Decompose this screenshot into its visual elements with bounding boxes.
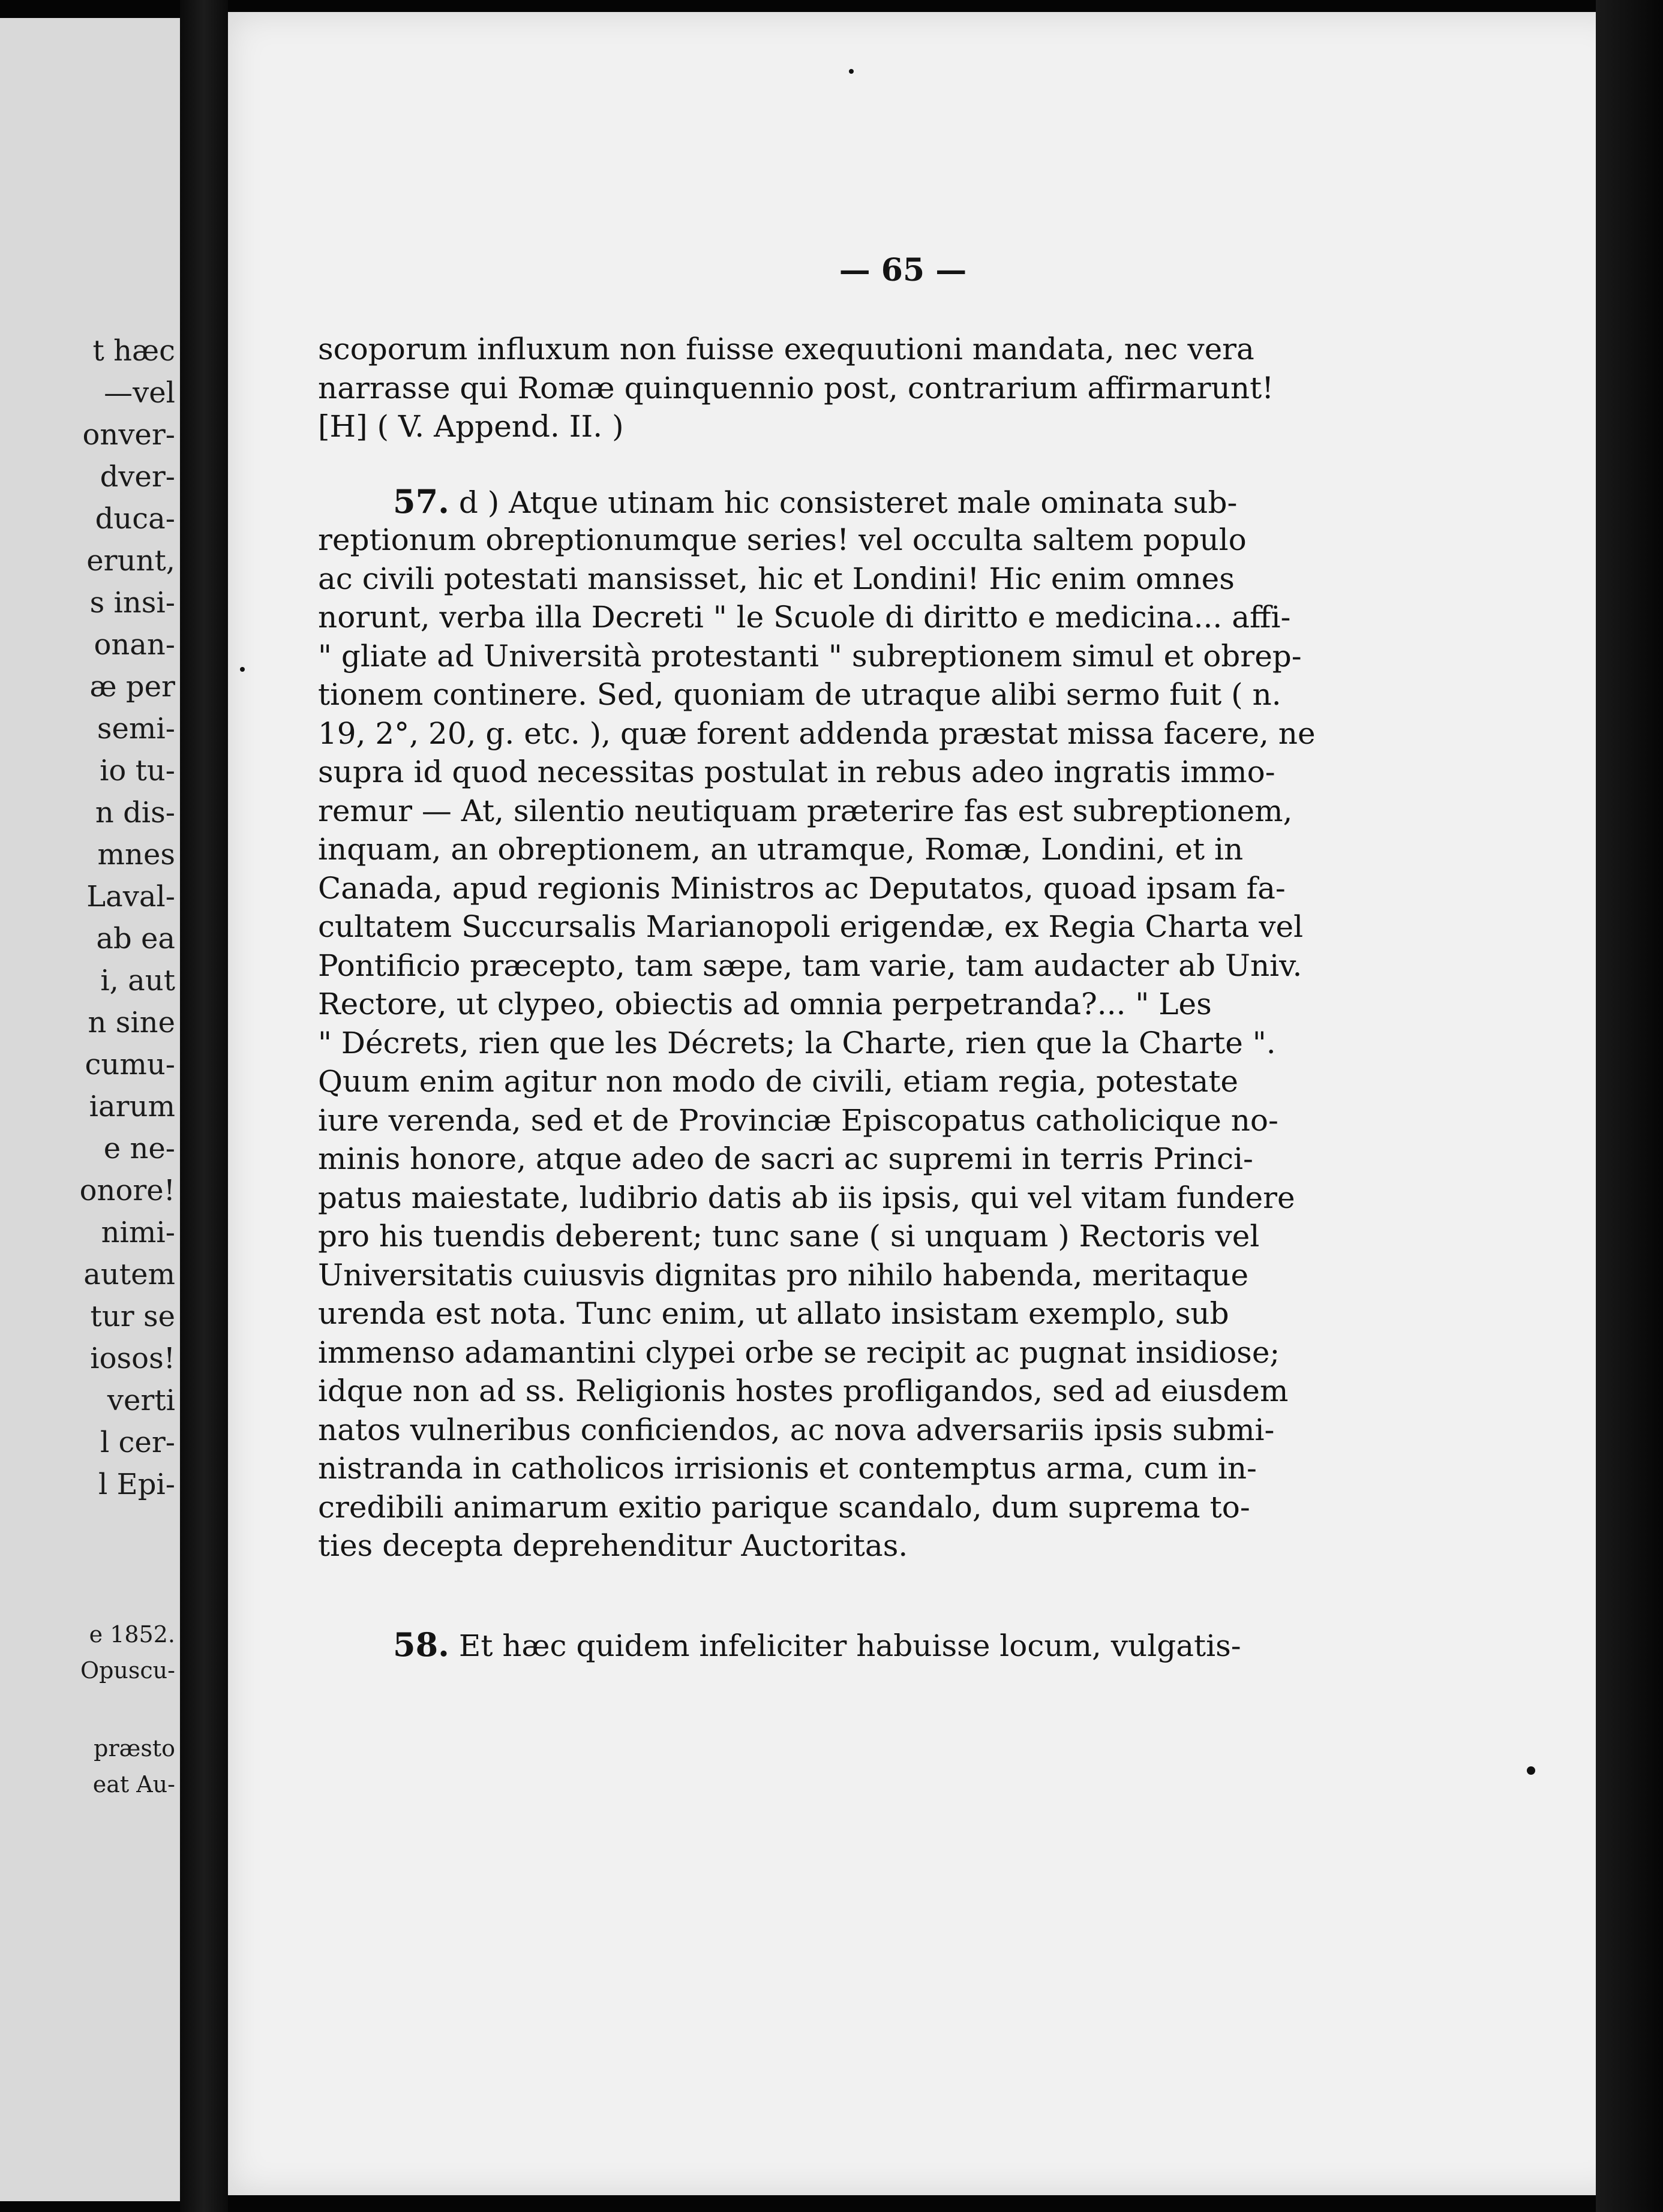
text-line: [H] ( V. Append. II. )	[318, 409, 624, 444]
text-line: Canada, apud regionis Ministros ac Deputatos, quoad ipsam fa-	[318, 870, 1286, 906]
facing-line: —vel	[104, 376, 175, 410]
text-line: urenda est nota. Tunc enim, ut allato insistam exemplo, sub	[318, 1296, 1229, 1331]
page	[228, 12, 1626, 2195]
facing-line: semi-	[97, 712, 175, 746]
text-line: patus maiestate, ludibrio datis ab iis ipsis, qui vel vitam fundere	[318, 1180, 1295, 1215]
facing-note-line: Opuscu-	[80, 1657, 175, 1684]
facing-line: onore!	[79, 1174, 175, 1207]
page-number: — 65 —	[839, 252, 967, 288]
page-edge-shadow	[1596, 0, 1663, 2212]
text-line: nistranda in catholicos irrisionis et contemptus arma, cum in-	[318, 1451, 1257, 1486]
text-line: " Décrets, rien que les Décrets; la Charte, rien que la Charte ".	[318, 1025, 1276, 1060]
text-line: minis honore, atque adeo de sacri ac supremi in terris Princi-	[318, 1141, 1253, 1176]
facing-line: autem	[83, 1258, 175, 1291]
facing-line: æ per	[89, 670, 175, 704]
facing-line: iosos!	[90, 1342, 175, 1375]
text-line: cultatem Succursalis Marianopoli erigendæ, ex Regia Charta vel	[318, 909, 1304, 944]
facing-line: cumu-	[85, 1048, 175, 1081]
text-line: natos vulneribus conficiendos, ac nova adversariis ipsis submi-	[318, 1412, 1275, 1447]
facing-note-line: eat Au-	[92, 1771, 175, 1798]
facing-line: iarum	[89, 1090, 175, 1123]
text-line: ac civili potestati mansisset, hic et Londini! Hic enim omnes	[318, 561, 1235, 596]
facing-line: l Epi-	[98, 1468, 175, 1501]
text-line: 19, 2°, 20, g. etc. ), quæ forent addenda præstat missa facere, ne	[318, 716, 1316, 751]
facing-line: s insi-	[89, 586, 175, 620]
facing-line: nimi-	[101, 1216, 175, 1249]
facing-line: onver-	[82, 418, 175, 452]
text-line: supra id quod necessitas postulat in rebus adeo ingratis immo-	[318, 755, 1275, 789]
text-line: norunt, verba illa Decreti " le Scuole di diritto e medicina... affi-	[318, 600, 1291, 635]
scan-speck	[849, 69, 854, 74]
facing-line: onan-	[94, 628, 175, 662]
text-line: inquam, an obreptionem, an utramque, Romæ, Londini, et in	[318, 832, 1244, 867]
facing-line: tur se	[90, 1300, 175, 1333]
facing-line: n dis-	[95, 796, 175, 830]
facing-line: l cer-	[100, 1426, 175, 1459]
scan-speck	[1527, 1766, 1535, 1775]
text-line: Quum enim agitur non modo de civili, etiam regia, potestate	[318, 1064, 1239, 1099]
text-line: " gliate ad Università protestanti " subreptionem simul et obrep-	[318, 638, 1302, 674]
text-line: ties decepta deprehenditur Auctoritas.	[318, 1528, 908, 1563]
scan-speck	[240, 667, 245, 672]
paragraph-number: 58.	[393, 1625, 449, 1664]
book-gutter	[180, 0, 228, 2212]
text-line: immenso adamantini clypei orbe se recipit ac pugnat insidiose;	[318, 1335, 1280, 1370]
text-line: Pontificio præcepto, tam sæpe, tam varie, tam audacter ab Univ.	[318, 948, 1302, 983]
text-line: idque non ad ss. Religionis hostes profligandos, sed ad eiusdem	[318, 1374, 1289, 1408]
text-line: credibili animarum exitio parique scandalo, dum suprema to-	[318, 1489, 1250, 1525]
facing-line: e ne-	[103, 1132, 175, 1165]
text-line: Rectore, ut clypeo, obiectis ad omnia perpetranda?... " Les	[318, 987, 1212, 1021]
text-line: Et hæc quidem infeliciter habuisse locum, vulgatis-	[458, 1628, 1241, 1663]
page-body	[318, 330, 1316, 1664]
facing-line: Laval-	[86, 880, 175, 913]
facing-line: dver-	[100, 460, 175, 494]
facing-line: mnes	[97, 838, 175, 871]
facing-line: n sine	[88, 1006, 175, 1039]
facing-line: t hæc	[92, 334, 175, 368]
text-line: scoporum influxum non fuisse exequutioni mandata, nec vera	[318, 332, 1254, 366]
text-line: iure verenda, sed et de Provinciæ Episcopatus catholicique no-	[318, 1102, 1278, 1138]
facing-note-line: e 1852.	[89, 1621, 175, 1648]
text-line: Universitatis cuiusvis dignitas pro nihilo habenda, meritaque	[318, 1257, 1249, 1293]
text-line: pro his tuendis deberent; tunc sane ( si unquam ) Rectoris vel	[318, 1219, 1260, 1254]
text-line: d ) Atque utinam hic consisteret male ominata sub-	[458, 485, 1238, 520]
paragraph-57-first-line	[318, 482, 1238, 521]
text-line: remur — At, silentio neutiquam præterire fas est subreptionem,	[318, 793, 1293, 828]
facing-line: erunt,	[86, 544, 175, 578]
facing-line: ab ea	[96, 922, 175, 955]
text-line: tionem continere. Sed, quoniam de utraque alibi sermo fuit ( n.	[318, 677, 1281, 712]
facing-line: io tu-	[100, 754, 175, 788]
paragraph-number: 57.	[393, 482, 449, 521]
paragraph-gap	[318, 1565, 1206, 1625]
paragraph-58-first-line	[318, 1625, 1241, 1664]
paragraph-gap	[318, 446, 1206, 482]
facing-note-line: præsto	[94, 1735, 175, 1762]
text-line: narrasse qui Romæ quinquennio post, contrarium affirmarunt!	[318, 370, 1274, 405]
facing-line: i, aut	[100, 964, 175, 997]
text-line: reptionum obreptionumque series! vel occulta saltem populo	[318, 522, 1247, 557]
facing-line: verti	[107, 1384, 175, 1417]
facing-page-fragment	[0, 18, 180, 2201]
facing-line: duca-	[95, 502, 175, 536]
